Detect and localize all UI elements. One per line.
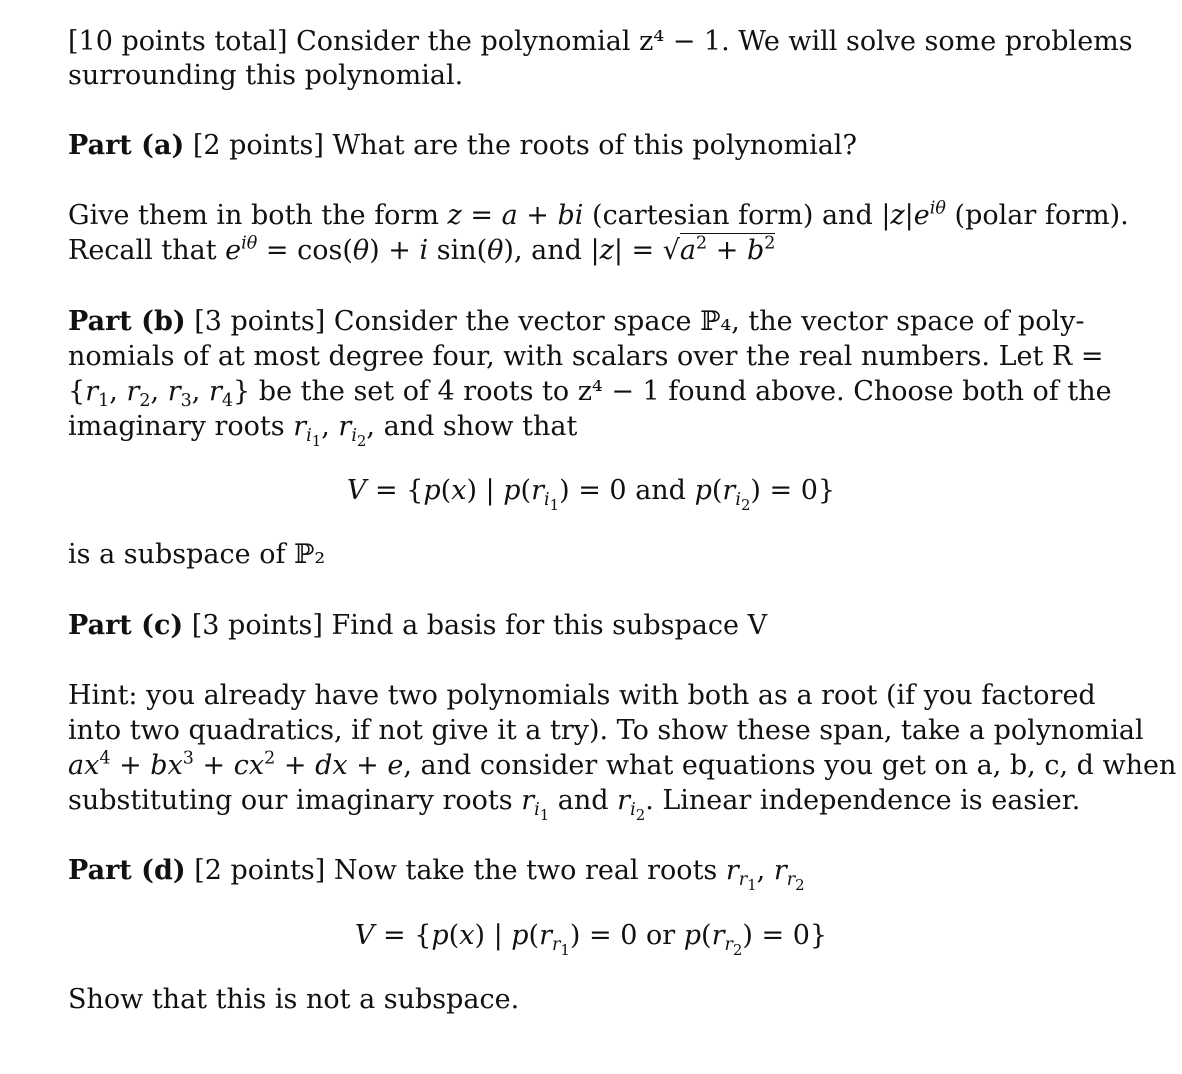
part-c-title: [68, 609, 767, 643]
part-d-points: [2 points]: [194, 855, 326, 886]
part-c-heading: Part (c): [68, 610, 184, 641]
part-c-hint-3: $ax^4 + bx^3 + cx^2$ + dx + e, and consider what equations you get on a, b, c, d when: [68, 748, 1177, 781]
intro-line-1: [10 points total] Consider the polynomial z⁴ − 1. We will solve some problems: [68, 26, 1133, 57]
part-d-heading: Part (d): [68, 855, 186, 886]
part-a-form-line: Give them in both the form z = a + bi (cartesian form) and $|z|e^{i\theta}$ (polar form).: [68, 198, 1129, 231]
part-c-hint-2: into two quadratics, if not give it a try). To show these span, take a polynomial: [68, 715, 1144, 746]
part-b-points: [3 points]: [194, 306, 326, 337]
part-d-equation: V = {p(x) | $p(r_{r_1}) = 0$ or $p(r_{r_2}) = 0$}: [354, 920, 828, 960]
part-c-question: Find a basis for this subspace V: [331, 610, 768, 641]
part-a-title: [68, 129, 857, 163]
part-c-hint-1: Hint: you already have two polynomials with both as a root (if you factored: [68, 680, 1096, 711]
part-d-closing: Show that this is not a subspace.: [68, 984, 520, 1015]
part-a-question: What are the roots of this polynomial?: [332, 130, 857, 161]
part-b-line-1: Part (b) [3 points] Consider the vector space ℙ₄, the vector space of poly-: [68, 306, 1085, 337]
part-d-question: Now take the two real roots: [333, 855, 718, 886]
part-a-heading: Part (a): [68, 130, 185, 161]
part-b-line-4: imaginary roots $r_{i_1}$, $r_{i_2}$, and show that: [68, 411, 578, 451]
part-d-title: Part (d) [2 points] Now take the two real roots $r_{r_1}$, $r_{r_2}$: [68, 855, 805, 895]
part-b-line-2: nomials of at most degree four, with scalars over the real numbers. Let R =: [68, 341, 1104, 372]
part-b-heading: Part (b): [68, 306, 186, 337]
part-a-recall-line: Recall that $e^{i\theta} = \cos(\theta) + i$ sin(θ), and $|z| = √a^2 + b^2$: [68, 233, 776, 266]
part-c-hint-4: substituting our imaginary roots $r_{i_1}$ and $r_{i_2}$. Linear independence is easier.: [68, 785, 1081, 825]
intro-line-2: surrounding this polynomial.: [68, 60, 464, 91]
part-c-points: [3 points]: [191, 610, 323, 641]
part-a-points: [2 points]: [192, 130, 324, 161]
part-b-equation: V = {p(x) | $p(r_{i_1}) = 0$ and $p(r_{i_2}) = 0$}: [346, 475, 836, 515]
part-b-line-3: {$r_1$, $r_2$, $r_3$, $r_4$} be the set of 4 roots to z⁴ − 1 found above. Choose both of the: [68, 376, 1112, 412]
cartesian-expression: z: [447, 200, 462, 231]
part-b-line-5: is a subspace of ℙ₂: [68, 539, 326, 570]
